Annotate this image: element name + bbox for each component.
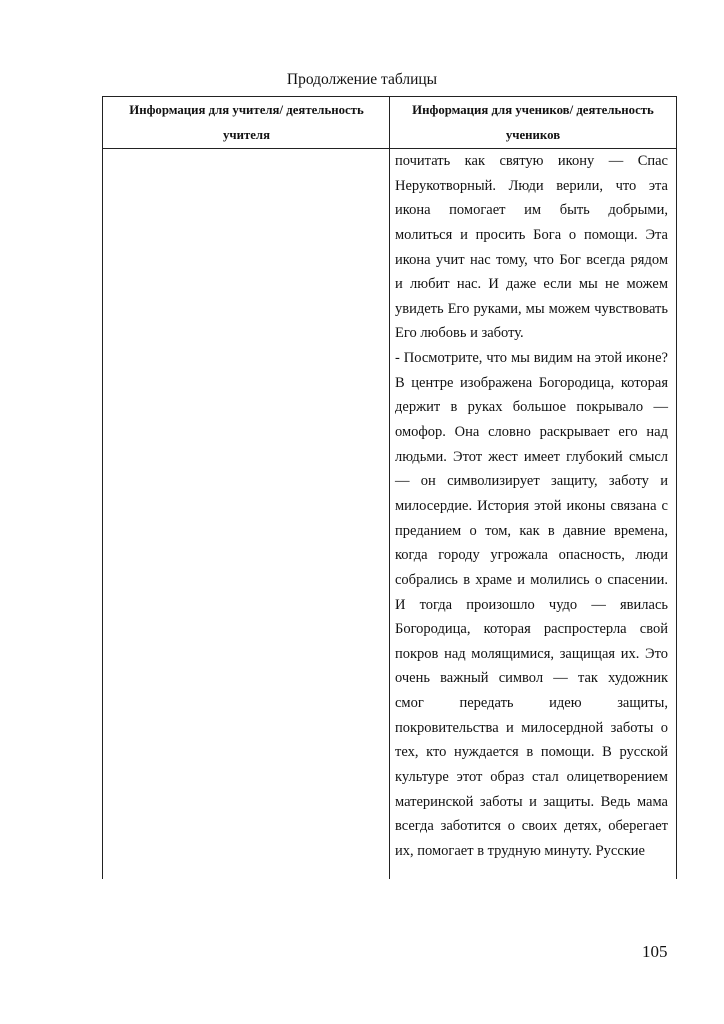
student-text-line: и любит нас. И даже если мы не можем: [395, 276, 668, 293]
lesson-table: [102, 96, 677, 879]
student-text-line: преданием о том, как в давние времена,: [395, 522, 668, 539]
student-text-line: молиться и просить Бога о помощи. Эта: [395, 226, 668, 243]
header-teacher-info: Информация для учителя/ деятельность учителя: [129, 103, 364, 142]
student-text-line: очень важный символ — так художник: [395, 670, 668, 687]
student-text-line: материнской заботы и защиты. Ведь мама: [395, 793, 668, 810]
student-text-line: икона помогает им быть добрыми,: [395, 202, 668, 219]
student-text-line: Богородица, которая распростерла свой: [395, 621, 668, 638]
student-text-line: Его любовь и заботу.: [395, 325, 524, 342]
student-text-line: икона учит нас тому, что Бог всегда рядом: [395, 251, 668, 268]
student-text-line: - Посмотрите, что мы видим на этой иконе?: [395, 350, 668, 367]
student-text-line: их, помогает в трудную минуту. Русские: [395, 842, 645, 859]
table-right-border: [676, 96, 677, 879]
student-text-line: увидеть Его руками, мы можем чувствовать: [395, 300, 668, 317]
page-number: 105: [642, 942, 668, 961]
student-text-line: собрались в храме и молились о спасении.: [395, 571, 668, 588]
student-text-line: покровительства и милосердной заботы о: [395, 719, 668, 736]
student-text-line: тех, кто нуждается в помощи. В русской: [395, 744, 668, 761]
column-divider: [389, 96, 390, 879]
student-text-line: держит в руках большое покрывало —: [395, 399, 668, 416]
student-text-line: культуре этот образ стал олицетворением: [395, 769, 668, 786]
student-text-line: почитать как святую икону — Спас: [395, 153, 668, 169]
student-text-line: смог передать идею защиты,: [395, 695, 668, 712]
student-text-line: когда городу угрожала опасность, люди: [395, 547, 668, 564]
student-text-line: милосердие. История этой иконы связана с: [395, 497, 668, 514]
student-text-line: И тогда произошло чудо — явилась: [395, 596, 668, 613]
student-text-line: Нерукотворный. Люди верили, что эта: [395, 177, 668, 194]
table-continuation-caption: Продолжение таблицы: [286, 71, 438, 88]
student-text-line: В центре изображена Богородица, которая: [395, 374, 668, 391]
student-text-line: омофор. Она словно раскрывает его над: [395, 424, 668, 441]
table-left-border: [102, 96, 103, 879]
header-student-info: Информация для учеников/ деятельность учеников: [412, 103, 654, 142]
student-text-line: покров над молящимися, защищая их. Это: [395, 645, 668, 662]
student-text-line: — он символизирует защиту, заботу и: [395, 473, 668, 490]
student-text-line: всегда заботится о своих детях, оберегает: [395, 818, 668, 835]
student-text-line: людьми. Этот жест имеет глубокий смысл: [395, 448, 668, 465]
student-column-text: [395, 149, 668, 864]
